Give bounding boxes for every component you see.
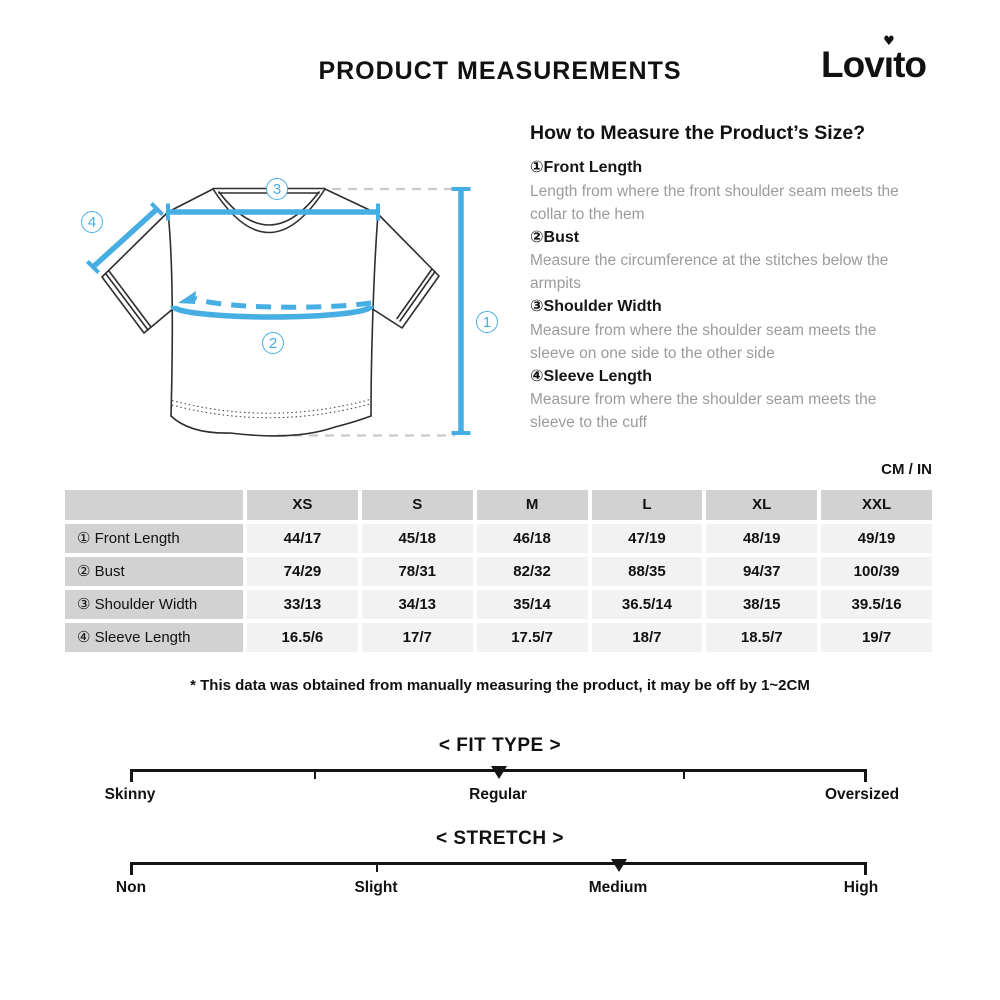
cell-shoulder-s: 34/13 xyxy=(362,590,473,619)
stretch-marker-icon xyxy=(611,859,627,872)
page-title: PRODUCT MEASUREMENTS xyxy=(318,57,682,85)
stretch-axis xyxy=(130,862,867,865)
how-to-item-desc: Length from where the front shoulder seam meets the collar to the hem xyxy=(530,182,899,223)
col-header-xs: XS xyxy=(247,490,358,520)
cell-front-length-xl: 48/19 xyxy=(706,524,817,553)
stretch-tick-slight xyxy=(376,862,378,872)
stretch-label-non: Non xyxy=(115,879,147,896)
cell-bust-xs: 74/29 xyxy=(247,557,358,586)
cell-sleeve-xxl: 19/7 xyxy=(821,623,932,652)
cell-shoulder-m: 35/14 xyxy=(477,590,588,619)
cell-shoulder-xs: 33/13 xyxy=(247,590,358,619)
fit-type-tick-start xyxy=(130,769,133,782)
tshirt-diagram xyxy=(55,150,515,470)
stretch-tick-start xyxy=(130,862,133,875)
sleeve-length-line xyxy=(93,209,157,267)
row-label-shoulder-width: ③ Shoulder Width xyxy=(65,590,243,619)
how-to-item-desc: Measure from where the shoulder seam meets the sleeve on one side to the other side xyxy=(530,321,877,362)
fit-type-label-regular: Regular xyxy=(469,786,527,803)
cell-bust-s: 78/31 xyxy=(362,557,473,586)
how-to-item xyxy=(530,226,915,296)
cell-front-length-xxl: 49/19 xyxy=(821,524,932,553)
stretch-label-medium: Medium xyxy=(588,879,648,896)
cell-sleeve-xl: 18.5/7 xyxy=(706,623,817,652)
stretch-scale xyxy=(130,862,867,876)
how-to-item-desc: Measure the circumference at the stitches below the armpits xyxy=(530,252,889,292)
tshirt-outline xyxy=(102,189,439,436)
how-to-section xyxy=(530,122,915,434)
cell-sleeve-m: 17.5/7 xyxy=(477,623,588,652)
diagram-marker-4: 4 xyxy=(81,211,103,233)
cell-bust-l: 88/35 xyxy=(592,557,703,586)
cell-sleeve-xs: 16.5/6 xyxy=(247,623,358,652)
lovito-logo xyxy=(821,34,926,86)
row-label-bust: ② Bust xyxy=(65,557,243,586)
fit-type-title: < FIT TYPE > xyxy=(438,735,562,756)
cell-bust-xl: 94/37 xyxy=(706,557,817,586)
stretch-label-high: High xyxy=(843,879,879,896)
how-to-item-desc: Measure from where the shoulder seam meets the sleeve to the cuff xyxy=(530,391,877,431)
col-header-m: M xyxy=(477,490,588,520)
fit-type-marker-icon xyxy=(491,766,507,779)
diagram-marker-2: 2 xyxy=(262,332,284,354)
cell-sleeve-l: 18/7 xyxy=(592,623,703,652)
stretch-tick-end xyxy=(864,862,867,875)
cell-shoulder-xxl: 39.5/16 xyxy=(821,590,932,619)
measurement-disclaimer: * This data was obtained from manually measuring the product, it may be off by 1~2CM xyxy=(190,677,810,694)
row-label-sleeve-length: ④ Sleeve Length xyxy=(65,623,243,652)
bust-arrowhead xyxy=(178,291,196,304)
how-to-item xyxy=(530,156,915,226)
unit-label: CM / IN xyxy=(881,461,932,478)
cell-sleeve-s: 17/7 xyxy=(362,623,473,652)
col-header-s: S xyxy=(362,490,473,520)
cell-shoulder-l: 36.5/14 xyxy=(592,590,703,619)
cell-shoulder-xl: 38/15 xyxy=(706,590,817,619)
col-header-xl: XL xyxy=(706,490,817,520)
col-header-xxl: XXL xyxy=(821,490,932,520)
bust-ellipse-top xyxy=(195,298,371,307)
cell-front-length-m: 46/18 xyxy=(477,524,588,553)
measurements-table xyxy=(65,490,932,652)
col-header-l: L xyxy=(592,490,703,520)
measure-lines xyxy=(87,189,470,433)
fit-type-label-oversized: Oversized xyxy=(824,786,900,803)
diagram-marker-3: 3 xyxy=(266,178,288,200)
logo-text-post: to xyxy=(893,44,926,85)
cell-front-length-xs: 44/17 xyxy=(247,524,358,553)
fit-type-tick-threequarter xyxy=(683,769,685,779)
cell-front-length-l: 47/19 xyxy=(592,524,703,553)
row-label-front-length: ① Front Length xyxy=(65,524,243,553)
fit-type-tick-end xyxy=(864,769,867,782)
fit-type-tick-quarter xyxy=(314,769,316,779)
heart-icon: ♥ xyxy=(883,34,894,49)
logo-text-pre: Lov xyxy=(821,44,884,85)
cell-front-length-s: 45/18 xyxy=(362,524,473,553)
how-to-item-label: ②Bust xyxy=(530,228,580,246)
stretch-title: < STRETCH > xyxy=(436,828,564,849)
table-corner-cell xyxy=(65,490,243,520)
fit-type-scale xyxy=(130,769,867,783)
how-to-item xyxy=(530,365,915,435)
logo-letter-i: ı ♥ xyxy=(883,34,894,85)
how-to-item-label: ③Shoulder Width xyxy=(530,298,662,315)
how-to-title: How to Measure the Product’s Size? xyxy=(530,122,866,144)
cell-bust-xxl: 100/39 xyxy=(821,557,932,586)
how-to-item-label: ①Front Length xyxy=(530,159,643,176)
diagram-marker-1: 1 xyxy=(476,311,498,333)
how-to-item xyxy=(530,295,915,365)
cell-bust-m: 82/32 xyxy=(477,557,588,586)
stretch-label-slight: Slight xyxy=(354,879,398,896)
fit-type-label-skinny: Skinny xyxy=(104,786,156,803)
how-to-item-label: ④Sleeve Length xyxy=(530,367,653,385)
